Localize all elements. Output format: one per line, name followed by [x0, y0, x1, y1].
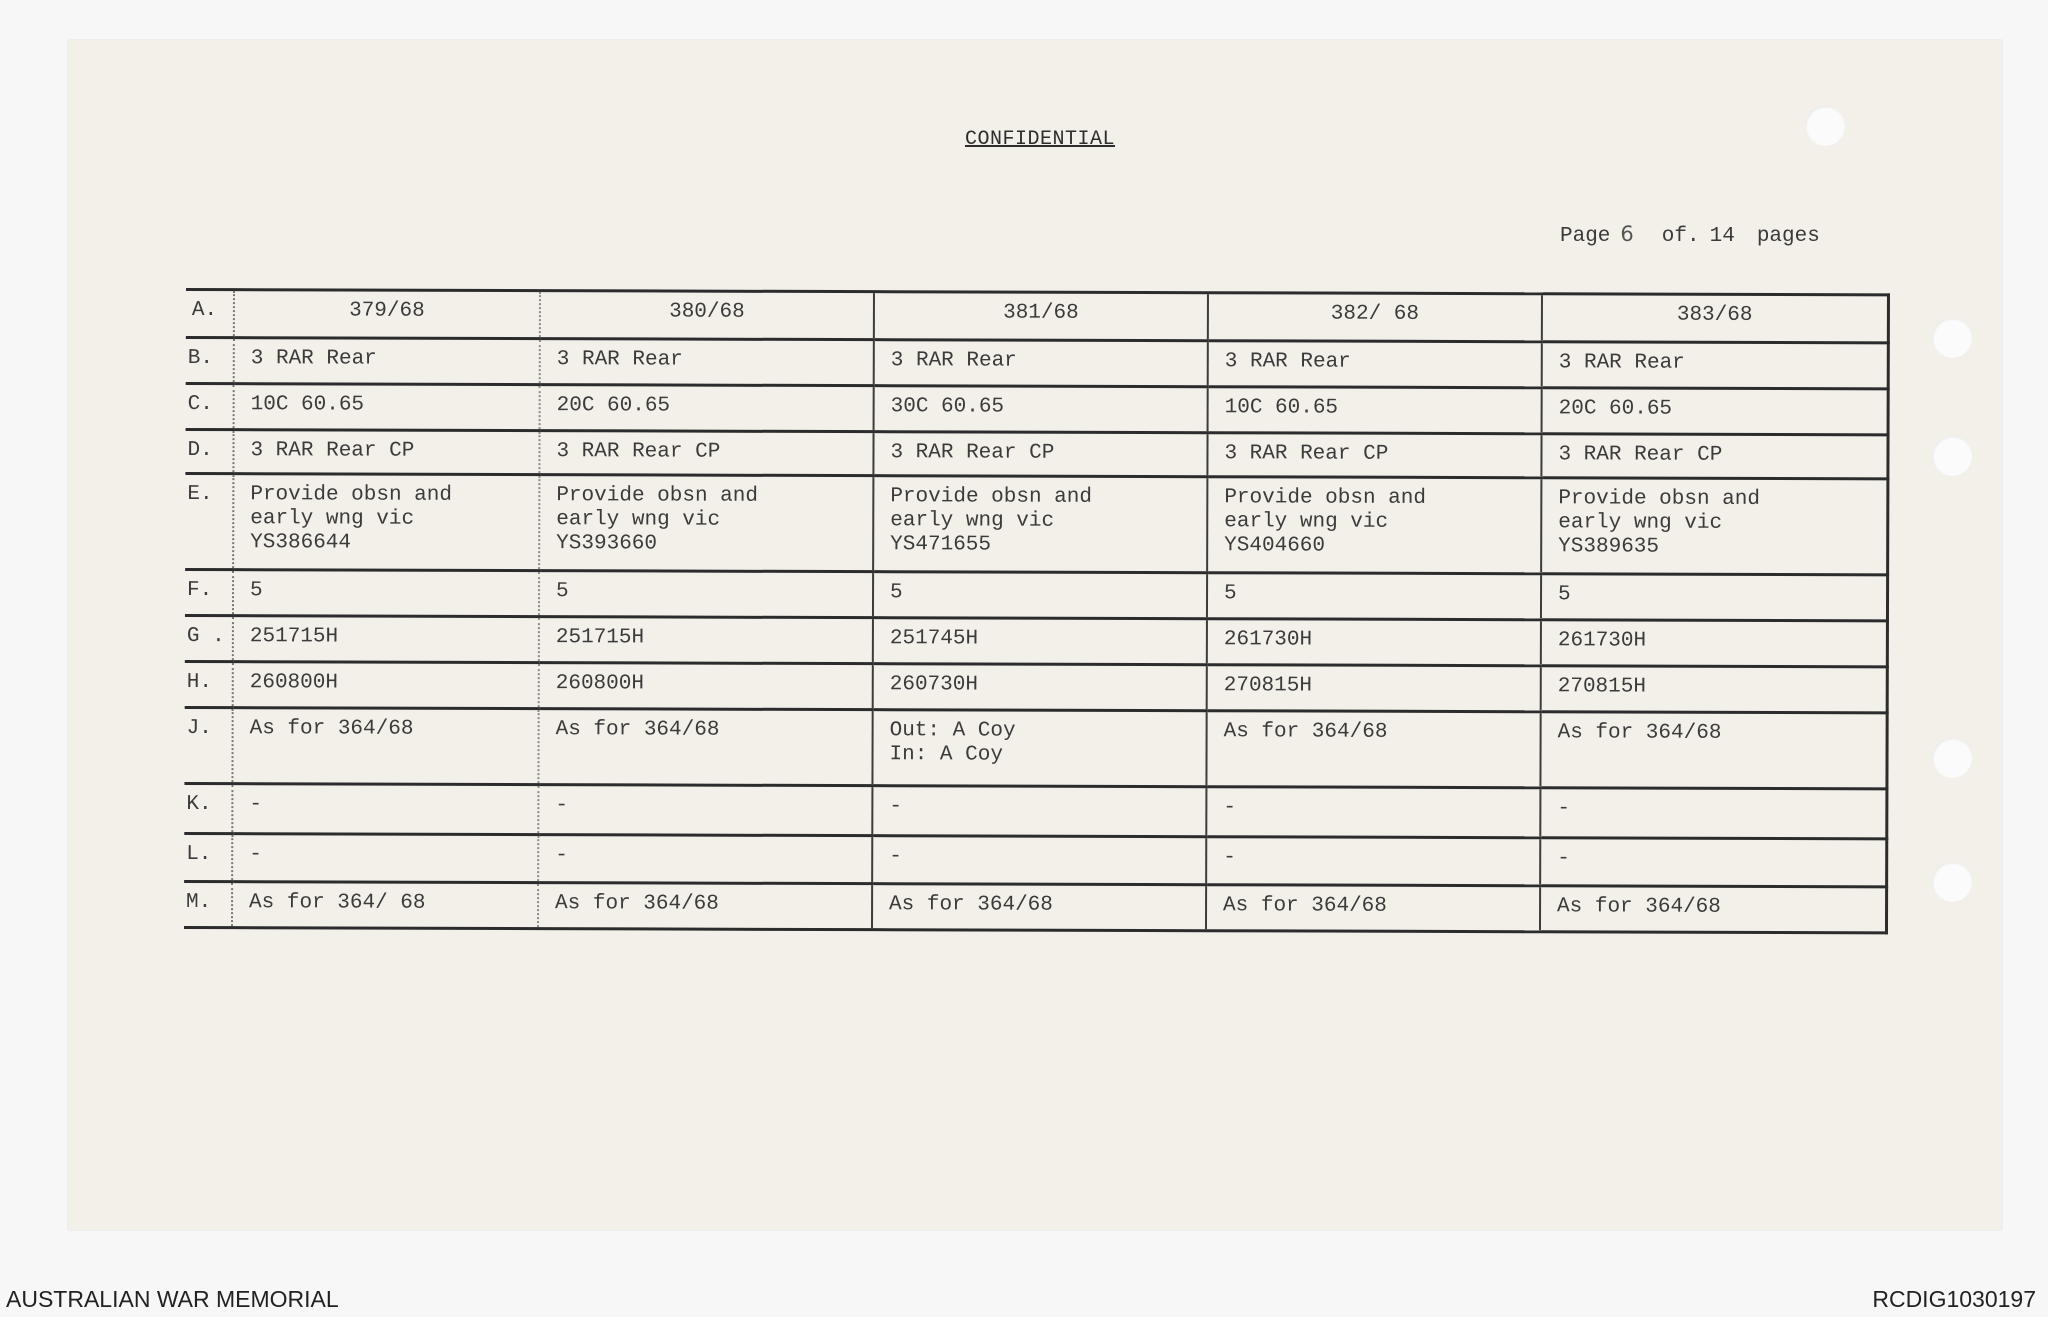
- table-cell: 3 RAR Rear: [234, 338, 540, 385]
- archive-reference: RCDIG1030197: [1872, 1286, 2036, 1312]
- row-label: G .: [185, 615, 233, 661]
- table-cell: As for 364/68: [538, 709, 872, 786]
- classification-heading: CONFIDENTIAL: [964, 128, 1116, 151]
- table-cell: As for 364/68: [1540, 886, 1886, 933]
- table-cell: 3 RAR Rear CP: [1541, 434, 1887, 479]
- table-cell: 3 RAR Rear: [874, 340, 1208, 387]
- table-row: [186, 337, 1888, 388]
- table-row: [185, 569, 1887, 620]
- table-cell: As for 364/68: [232, 708, 538, 785]
- table-cell: As for 364/68: [1206, 885, 1540, 932]
- table-cell: 251745H: [873, 618, 1207, 665]
- table-row: [185, 429, 1887, 478]
- row-label: F.: [185, 569, 233, 615]
- table-cell: 10C 60.65: [234, 384, 540, 431]
- table-cell: 30C 60.65: [874, 386, 1208, 433]
- table-cell: Provide obsn and early wng vic YS393660: [539, 475, 873, 572]
- row-label: J.: [184, 707, 232, 783]
- table-row: [184, 881, 1886, 932]
- punch-hole-1: [1932, 318, 1972, 358]
- table-cell: 270815H: [1541, 666, 1887, 713]
- punch-hole-top-right: [1805, 106, 1845, 146]
- table-cell: 20C 60.65: [1542, 388, 1888, 435]
- page-total: 14: [1709, 225, 1735, 248]
- punch-hole-3: [1932, 738, 1972, 778]
- table-cell: -: [872, 786, 1206, 837]
- table-cell: 3 RAR Rear CP: [539, 431, 873, 476]
- punch-hole-2: [1932, 436, 1972, 476]
- table-cell: 3 RAR Rear CP: [873, 432, 1207, 477]
- table-row: [184, 833, 1886, 886]
- table-cell: 251715H: [539, 617, 873, 664]
- table-cell: -: [1540, 788, 1886, 839]
- table-row: [185, 473, 1887, 574]
- table-cell: 260800H: [539, 663, 873, 710]
- data-table: [184, 288, 1890, 934]
- table-cell: As for 364/68: [538, 883, 872, 930]
- row-label: L.: [184, 833, 232, 881]
- of-word: of.: [1661, 225, 1700, 248]
- table-cell: As for 364/68: [1540, 712, 1886, 789]
- page-indicator: [1560, 222, 1860, 248]
- row-label: M.: [184, 881, 232, 927]
- table-cell: Provide obsn and early wng vic YS386644: [233, 474, 539, 571]
- table-cell: 379/68: [234, 290, 540, 339]
- table-cell: 3 RAR Rear: [1542, 342, 1888, 389]
- table-cell: -: [1540, 838, 1886, 887]
- table-cell: 261730H: [1541, 620, 1887, 667]
- table-cell: 5: [873, 572, 1207, 619]
- table-row: [184, 783, 1886, 838]
- table-cell: -: [1206, 787, 1540, 838]
- table-cell: Provide obsn and early wng vic YS471655: [873, 476, 1207, 573]
- table-cell: 382/ 68: [1208, 293, 1542, 342]
- table-cell: -: [538, 785, 872, 836]
- table-cell: Provide obsn and early wng vic YS389635: [1541, 478, 1887, 575]
- row-label: H.: [185, 661, 233, 707]
- row-label: B.: [186, 337, 234, 383]
- table-cell: 10C 60.65: [1208, 387, 1542, 434]
- table-cell: 3 RAR Rear CP: [1207, 433, 1541, 478]
- table-row: [185, 661, 1887, 712]
- table-cell: -: [538, 835, 872, 884]
- row-label: E.: [185, 473, 233, 569]
- table-row: [186, 290, 1888, 343]
- table-cell: 261730H: [1207, 619, 1541, 666]
- table-cell: 5: [1207, 573, 1541, 620]
- row-label: A.: [186, 290, 234, 338]
- table-row: [185, 615, 1887, 666]
- table-cell: -: [872, 836, 1206, 885]
- table-cell: 3 RAR Rear: [540, 339, 874, 386]
- table-cell: 3 RAR Rear CP: [233, 430, 539, 475]
- table-cell: 5: [539, 571, 873, 618]
- archive-institution: AUSTRALIAN WAR MEMORIAL: [6, 1286, 339, 1312]
- table-cell: As for 364/68: [872, 884, 1206, 931]
- table-cell: 20C 60.65: [540, 385, 874, 432]
- table-cell: -: [1206, 837, 1540, 886]
- table-cell: -: [232, 834, 538, 883]
- page-number: 6: [1620, 222, 1634, 246]
- table-cell: 251715H: [233, 616, 539, 663]
- table-cell: 5: [233, 570, 539, 617]
- table-cell: -: [232, 784, 538, 835]
- table-cell: 380/68: [540, 291, 874, 340]
- table-cell: As for 364/ 68: [232, 882, 538, 929]
- row-label: C.: [186, 383, 234, 429]
- table-cell: Provide obsn and early wng vic YS404660: [1207, 477, 1541, 574]
- table-cell: 383/68: [1542, 294, 1888, 343]
- table-cell: 381/68: [874, 292, 1208, 341]
- table-cell: Out: A Coy In: A Coy: [872, 710, 1206, 787]
- row-label: D.: [185, 429, 233, 473]
- table-row: [184, 707, 1886, 788]
- pages-word: pages: [1756, 225, 1820, 248]
- table-cell: 270815H: [1207, 665, 1541, 712]
- page-word: Page: [1560, 225, 1611, 248]
- table-row: [186, 383, 1888, 434]
- row-label: K.: [184, 783, 232, 833]
- table-cell: 3 RAR Rear: [1208, 341, 1542, 388]
- table-cell: As for 364/68: [1206, 711, 1540, 788]
- table-cell: 260730H: [873, 664, 1207, 711]
- table-cell: 260800H: [233, 662, 539, 709]
- punch-hole-4: [1932, 862, 1972, 902]
- table-cell: 5: [1541, 574, 1887, 621]
